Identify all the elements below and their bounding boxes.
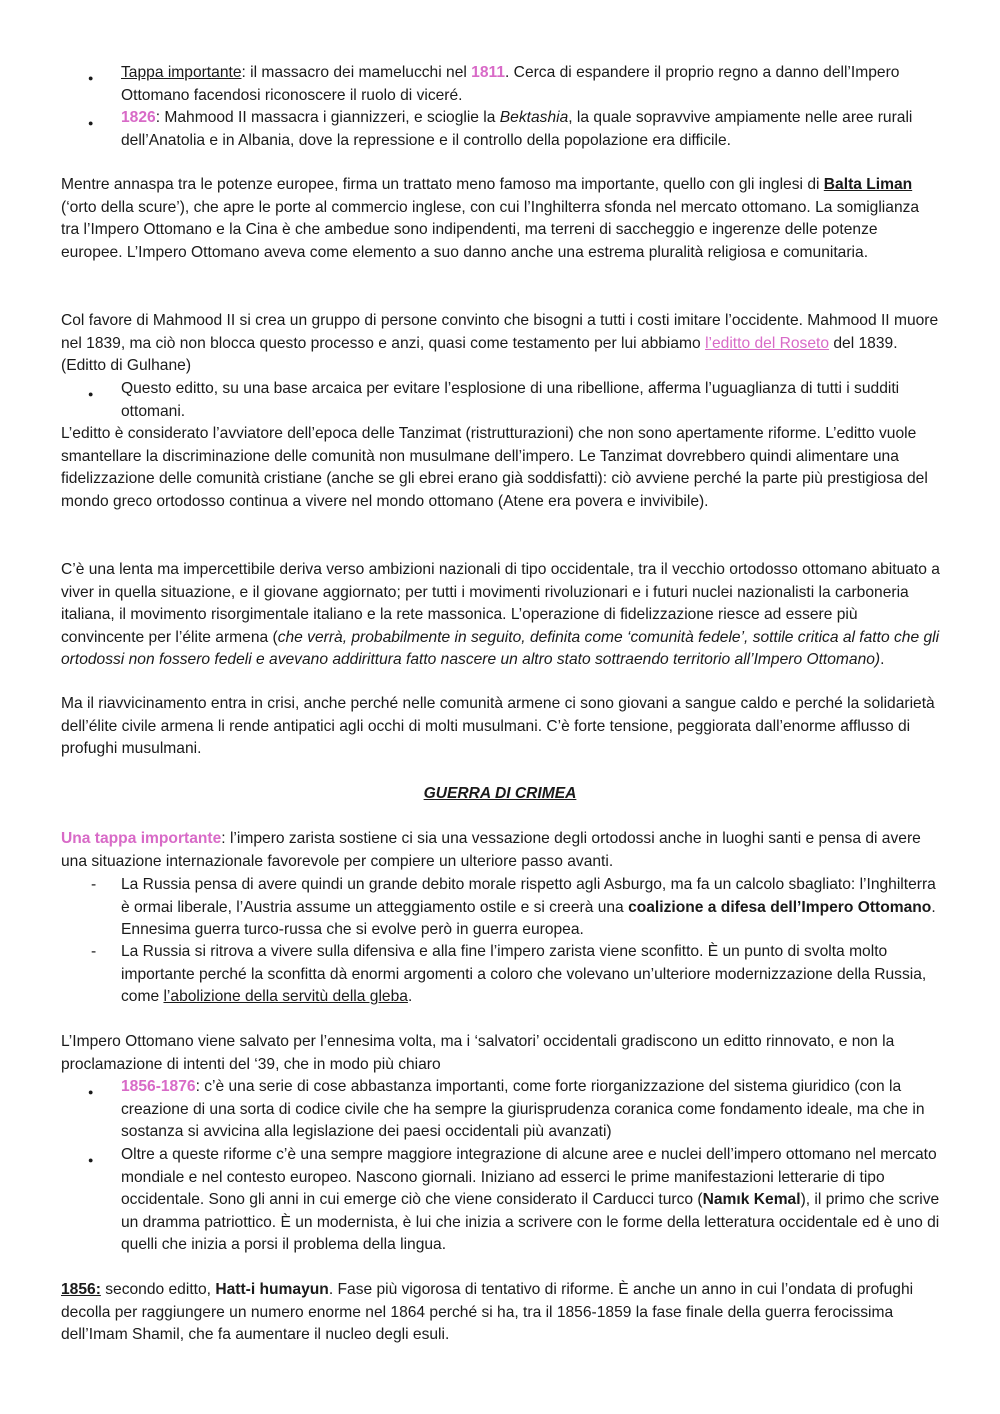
- bullet-marker: [88, 1076, 102, 1100]
- paragraph-tappa: Una tappa importante: l’impero zarista sostiene ci sia una vessazione degli ortodossi anche in luoghi santi e pensa di avere una situazione internazionale favorevole per compiere un ulteriore passo avanti.: [61, 830, 921, 870]
- bullet-item-1856-1876: 1856-1876: c’è una serie di cose abbastanza importanti, come forte riorganizzazione del sistema giuridico (con la creazione di una sorta di codice civile che ha sempre la giurisprudenza coranica come fondamento ideale, ma che in sostanza si avvicina alla legislazione dei paesi occidentali più avanzati): [121, 1078, 925, 1141]
- bullet-marker: [88, 107, 102, 131]
- bullet-marker: [88, 62, 102, 86]
- bullet-item-editto: Questo editto, su una base arcaica per evitare l’esplosione di una ribellione, afferma l’uguaglianza di tutti i sudditi ottomani.: [121, 380, 900, 420]
- paragraph-1856: 1856: secondo editto, Hatt-i humayun. Fase più vigorosa di tentativo di riforme. È anche un anno in cui l’ondata di profughi decolla per raggiungere un numero enorme nel 1864 perché si ha, tra il 1856-1859 la fase finale della guerra ferocissima dell’Imam Shamil, che fa aumentare il nucleo degli esuli.: [61, 1281, 914, 1344]
- dash-item-sconfitta: La Russia si ritrova a vivere sulla difensiva e alla fine l’impero zarista viene sconfitto. È un punto di svolta molto importante perché la sconfitta dà enormi argomenti a coloro che volevano un’ulteriore modernizzazione della Russia, come l’abolizione della servitù della gleba.: [121, 943, 927, 1006]
- bullet-item-riforme: Oltre a queste riforme c’è una sempre maggiore integrazione di alcune aree e nuclei dell’impero ottomano nel mercato mondiale e nel contesto europeo. Nascono giornali. Iniziano ad esserci le prime manifestazioni letterarie di tipo occidentale. Sono gli anni in cui emerge ciò che viene considerato il Carducci turco (Namık Kemal), il primo che scrive un dramma patriottico. È un modernista, è lui che inizia a scrivere con le forme della letteratura occidentale ed è uno di quelli che inizia a porsi il problema della lingua.: [121, 1146, 940, 1254]
- paragraph-riavvicinamento: Ma il riavvicinamento entra in crisi, anche perché nelle comunità armene ci sono giovani a sangue caldo e perché la solidarietà dell’élite civile armena li rende antipatici agli occhi di molti musulmani. C’è forte tensione, peggiorata dall’enorme afflusso di profughi musulmani.: [61, 695, 935, 758]
- paragraph-deriva: C’è una lenta ma impercettibile deriva verso ambizioni nazionali di tipo occidentale, tra il vecchio ortodosso ottomano abituato a viver in quella situazione, e il giovane aggiornato; per tutti i movimenti rivoluzionari e i futuri nuclei nazionalisti la carboneria italiana, il movimento risorgimentale italiano e la rete massonica. L’operazione di fidelizzazione riesce ad essere più convincente per l’élite armena (che verrà, probabilmente in seguito, definita come ‘comunità fedele’, sottile critica al fatto che gli ortodossi non fossero fedeli e avevano addirittura fatto nascere un altro stato sottraendo territorio all’Impero Ottomano).: [61, 561, 940, 669]
- bullet-item-1826: 1826: Mahmood II massacra i giannizzeri, e scioglie la Bektashia, la quale sopravvive ampiamente nelle aree rurali dell’Anatolia e in Albania, dove la repressione e il controllo della popolazione era difficile.: [121, 109, 913, 149]
- bullet-item-1811: Tappa importante: il massacro dei mamelucchi nel 1811. Cerca di espandere il proprio regno a danno dell’Impero Ottomano facendosi riconoscere il ruolo di viceré.: [121, 64, 900, 104]
- section-heading: GUERRA DI CRIMEA: [423, 785, 577, 802]
- paragraph-balta-liman: Mentre annaspa tra le potenze europee, firma un trattato meno famoso ma importante, quello con gli inglesi di Balta Liman (‘orto della scure’), che apre le porte al commercio inglese, con cui l’Inghilterra sfonda nel mercato ottomano. La somiglianza tra l’Impero Ottomano e la Cina è che ambedue sono indipendenti, ma terreni di saccheggio e ingerenze delle potenze europee. L’Impero Ottomano aveva come elemento a suo danno anche una estrema pluralità religiosa e comunitaria.: [61, 176, 920, 261]
- editto-roseto-link[interactable]: l’editto del Roseto: [705, 334, 830, 352]
- paragraph-salvato: L’Impero Ottomano viene salvato per l’ennesima volta, ma i ‘salvatori’ occidentali gradiscono un editto rinnovato, e non la proclamazione di intenti del ‘39, che in modo più chiaro: [61, 1033, 895, 1073]
- paragraph-mahmood: Col favore di Mahmood II si crea un gruppo di persone convinto che bisogni a tutti i costi imitare l’occidente. Mahmood II muore nel 1839, ma ciò non blocca questo processo e anzi, quasi come testamento per lui abbiamo l’editto del Roseto del 1839. (Editto di Gulhane): [61, 312, 939, 375]
- bullet-marker: [88, 1144, 102, 1168]
- bullet-marker: [88, 378, 102, 402]
- paragraph-tanzimat: L’editto è considerato l’avviatore dell’epoca delle Tanzimat (ristrutturazioni) che non sono apertamente riforme. L’editto vuole smantellare la discriminazione delle comunità non musulmane dell’impero. Le Tanzimat dovrebbero quindi alimentare una fidelizzazione delle comunità cristiane (anche se gli ebrei erano già soddisfatti): ciò avviene perché la parte più prestigiosa del mondo greco ortodosso continua a vivere nel mondo ottomano (Atene era povera e invivibile).: [61, 425, 928, 510]
- dash-marker: -: [91, 876, 97, 893]
- dash-marker: -: [91, 943, 97, 960]
- dash-item-calcolo: La Russia pensa di avere quindi un grande debito morale rispetto agli Asburgo, ma fa un calcolo sbagliato: l’Inghilterra è ormai liberale, l’Austria assume un atteggiamento ostile e si creerà una coalizione a difesa dell’Impero Ottomano. Ennesima guerra turco-russa che si evolve però in guerra europea.: [121, 876, 936, 939]
